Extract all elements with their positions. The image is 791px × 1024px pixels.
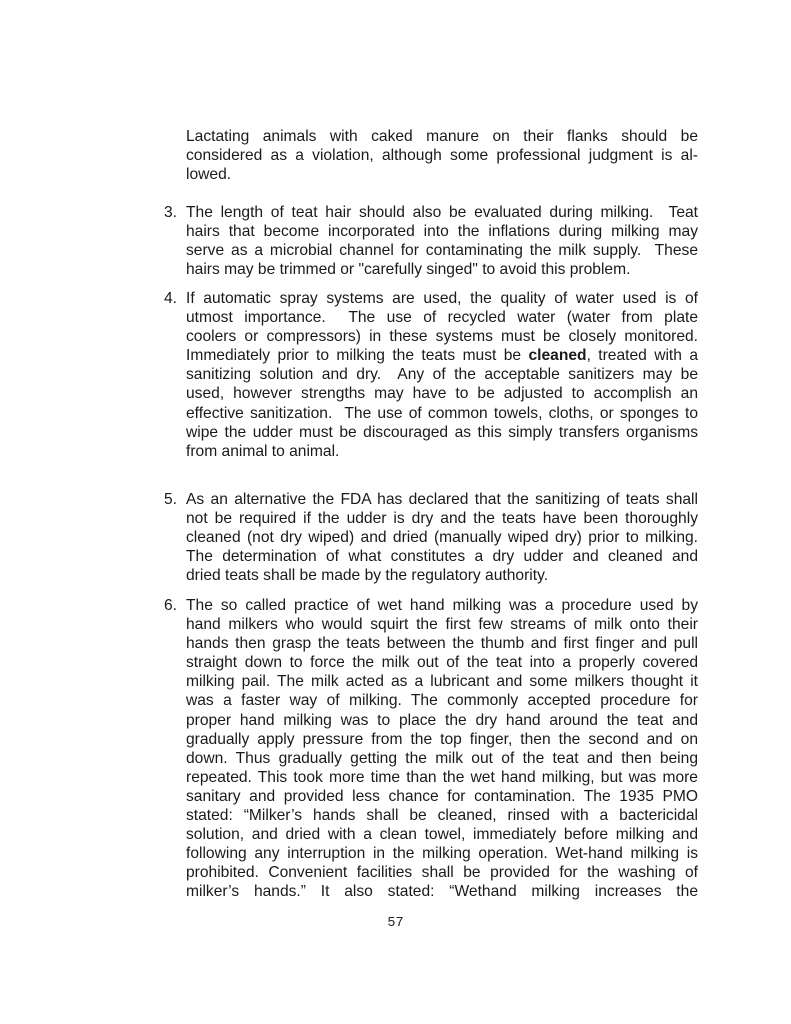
text-line (186, 787, 698, 806)
text-run: used, however strengths may have to be adjusted to accomplish an (186, 385, 698, 403)
text-line (186, 528, 698, 547)
text-line (186, 260, 698, 279)
text-line (186, 749, 698, 768)
text-run: following any interruption in the milking operation. Wet-hand milking is (186, 845, 698, 863)
text-line (186, 203, 698, 222)
text-line (186, 768, 698, 787)
text-line (186, 241, 698, 260)
text-run: If automatic spray systems are used, the quality of water used is of (186, 290, 698, 307)
text-line (186, 222, 698, 241)
text-run: sanitizing solution and dry. Any of the acceptable sanitizers may be (186, 366, 698, 384)
text-line (186, 289, 698, 308)
text-run: straight down to force the milk out of the teat into a properly covered (186, 654, 698, 672)
text-run: hairs may be trimmed or "carefully singed" to avoid this problem. (186, 261, 631, 279)
text-run: down. Thus gradually getting the milk out of the teat and then being (186, 749, 698, 767)
intro-paragraph (164, 127, 698, 184)
text-line (186, 596, 698, 615)
text-run: prohibited. Convenient facilities shall be provided for the washing of (186, 864, 698, 882)
text-line (186, 882, 698, 901)
text-run: coolers or compressors) in these systems must be closely monitored. (186, 328, 698, 346)
text-line (186, 327, 698, 346)
text-line (186, 825, 698, 844)
text-line (186, 490, 698, 509)
list-number: 6. (164, 597, 178, 614)
text-run: from animal to animal. (186, 442, 340, 460)
text-run: , treated with a (586, 347, 698, 365)
text-line (186, 711, 698, 730)
text-run: Immediately prior to milking the teats must be (186, 347, 529, 365)
text-run: proper hand milking was to place the dry hand around the teat and (186, 711, 698, 729)
text-line (186, 509, 698, 528)
text-line (186, 672, 698, 691)
text-run: hands then grasp the teats between the thumb and first finger and pull (186, 635, 698, 653)
list-number: 4. (164, 290, 178, 307)
text-run: lowed. (186, 166, 232, 184)
text-run: solution, and dried with a clean towel, immediately before milking and (186, 826, 698, 844)
bold-text: cleaned (528, 347, 587, 365)
list-item-4 (164, 289, 698, 461)
list-number: 3. (164, 204, 178, 221)
text-run: hand milkers who would squirt the first few streams of milk onto their (186, 616, 698, 634)
text-run: Lactating animals with caked manure on their flanks should be (186, 128, 698, 145)
text-run: effective sanitization. The use of common towels, cloths, or sponges to (186, 404, 698, 422)
text-run: The so called practice of wet hand milking was a procedure used by (186, 597, 698, 614)
text-line (186, 308, 698, 327)
text-line (186, 615, 698, 634)
text-run: not be required if the udder is dry and the teats have been thoroughly (186, 510, 698, 528)
text-run: dried teats shall be made by the regulatory authority. (186, 567, 549, 585)
text-line (186, 634, 698, 653)
text-run: gradually apply pressure from the top finger, then the second and on (186, 730, 698, 748)
text-line (186, 423, 698, 442)
text-run: hairs that become incorporated into the inflations during milking may (186, 223, 698, 241)
text-run: repeated. This took more time than the wet hand milking, but was more (186, 768, 698, 786)
text-run: sanitary and provided less chance for contamination. The 1935 PMO (186, 787, 698, 805)
page-number: 57 (387, 916, 404, 931)
text-line (186, 146, 698, 165)
text-run: wipe the udder must be discouraged as this simply transfers organisms (186, 423, 698, 441)
text-run: serve as a microbial channel for contaminating the milk supply. These (186, 242, 698, 260)
text-line (186, 127, 698, 146)
list-number: 5. (164, 491, 178, 508)
text-line (186, 844, 698, 863)
list-item-6 (164, 596, 698, 902)
text-line (186, 165, 698, 184)
text-run: was a faster way of milking. The commonly accepted procedure for (186, 692, 698, 710)
text-run: stated: “Milker’s hands shall be cleaned, rinsed with a bactericidal (186, 807, 698, 825)
text-line (186, 691, 698, 710)
text-line (186, 547, 698, 566)
text-line (186, 566, 698, 585)
text-line (186, 863, 698, 882)
text-run: The determination of what constitutes a dry udder and cleaned and (186, 548, 698, 566)
text-line (186, 442, 698, 461)
text-run: cleaned (not dry wiped) and dried (manually wiped dry) prior to milking. (186, 529, 698, 547)
text-line (186, 730, 698, 749)
text-line (186, 384, 698, 403)
text-run: milking pail. The milk acted as a lubricant and some milkers thought it (186, 673, 698, 691)
text-line (186, 346, 698, 365)
text-run: utmost importance. The use of recycled water (water from plate (186, 309, 698, 327)
list-item-3 (164, 203, 698, 279)
text-line (186, 365, 698, 384)
text-line (186, 806, 698, 825)
text-run: As an alternative the FDA has declared that the sanitizing of teats shall (186, 491, 698, 508)
text-run: The length of teat hair should also be evaluated during milking. Teat (186, 204, 698, 221)
text-line (186, 653, 698, 672)
text-line (186, 404, 698, 423)
text-run: milker’s hands.” It also stated: “Wethand milking increases the (186, 883, 698, 901)
text-run: considered as a violation, although some professional judgment is al- (186, 147, 698, 165)
list-item-5 (164, 490, 698, 585)
